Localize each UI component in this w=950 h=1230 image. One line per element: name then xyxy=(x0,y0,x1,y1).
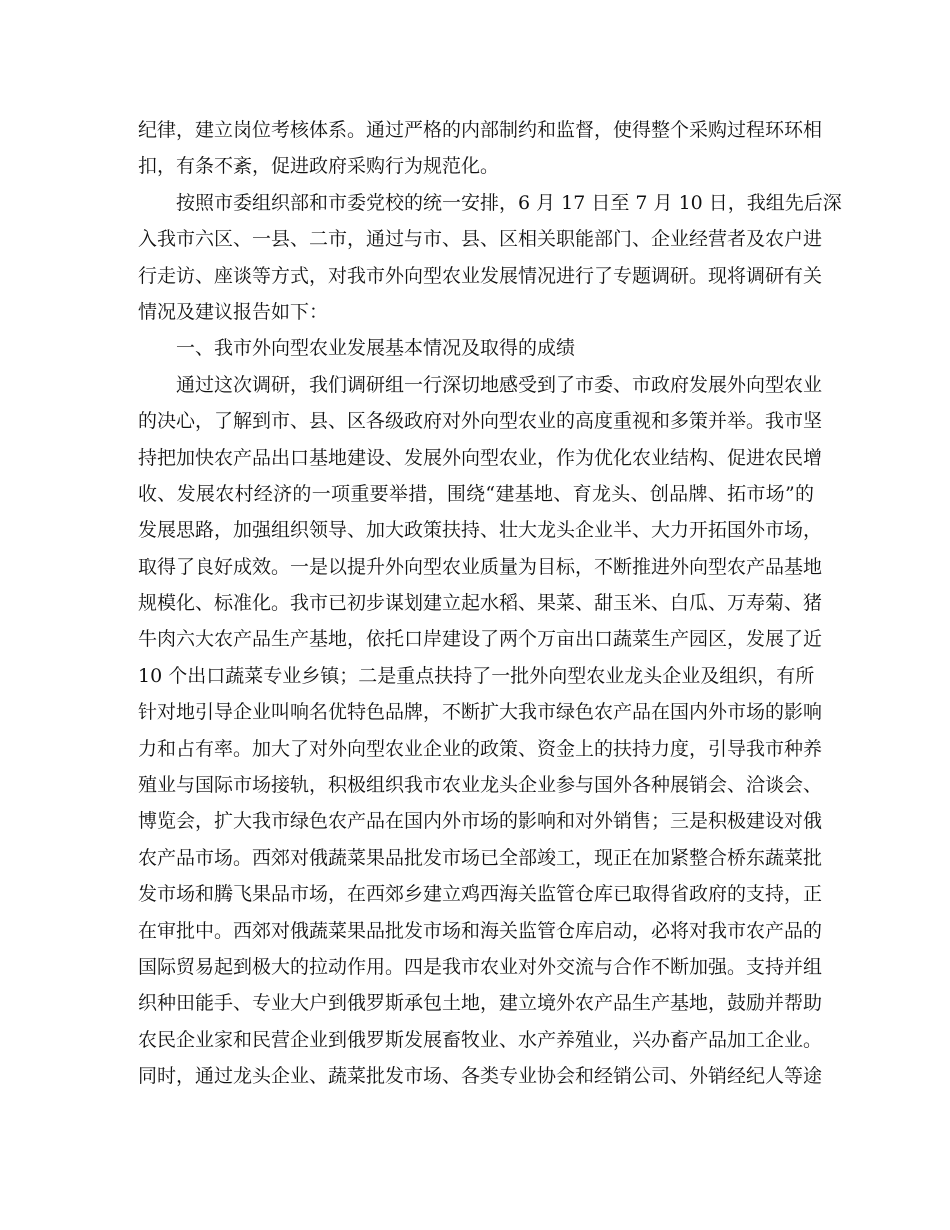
text-line: 情况及建议报告如下： xyxy=(138,300,329,323)
text-line: 规模化、标准化。我市已初步谋划建立起水稻、果菜、甜玉米、白瓜、万寿菊、猪 xyxy=(138,592,823,615)
text-line: 行走访、座谈等方式，对我市外向型农业发展情况进行了专题调研。现将调研有关 xyxy=(138,264,823,287)
text-line: 10 个出口蔬菜专业乡镇；二是重点扶持了一批外向型农业龙头企业及组织，有所 xyxy=(138,664,815,687)
text-line: 的决心，了解到市、县、区各级政府对外向型农业的高度重视和多策并举。我市坚 xyxy=(138,410,823,433)
text-line: 取得了良好成效。一是以提升外向型农业质量为目标，不断推进外向型农产品基地 xyxy=(138,555,823,578)
text-line: 牛肉六大农产品生产基地，依托口岸建设了两个万亩出口蔬菜生产园区，发展了近 xyxy=(138,628,823,651)
text-line: 入我市六区、一县、二市，通过与市、县、区相关职能部门、企业经营者及农户进 xyxy=(138,228,823,251)
text-line: 同时，通过龙头企业、蔬菜批发市场、各类专业协会和经销公司、外销经纪人等途 xyxy=(138,1065,823,1088)
text-line: 农民企业家和民营企业到俄罗斯发展畜牧业、水产养殖业，兴办畜产品加工企业。 xyxy=(138,1028,823,1051)
text-line: 扣，有条不紊，促进政府采购行为规范化。 xyxy=(138,155,500,178)
text-line: 发市场和腾飞果品市场，在西郊乡建立鸡西海关监管仓库已取得省政府的支持，正 xyxy=(138,883,823,906)
text-line: 在审批中。西郊对俄蔬菜果品批发市场和海关监管仓库启动，必将对我市农产品的 xyxy=(138,919,823,942)
text-line: 发展思路，加强组织领导、加大政策扶持、壮大龙头企业半、大力开拓国外市场， xyxy=(138,519,823,542)
text-line: 力和占有率。加大了对外向型农业企业的政策、资金上的扶持力度，引导我市种养 xyxy=(138,737,823,760)
document-body xyxy=(138,112,842,1095)
text-line: 博览会，扩大我市绿色农产品在国内外市场的影响和对外销售；三是积极建设对俄 xyxy=(138,810,823,833)
text-line: 殖业与国际市场接轨，积极组织我市农业龙头企业参与国外各种展销会、洽谈会、 xyxy=(138,774,823,797)
text-line: 持把加快农产品出口基地建设、发展外向型农业，作为优化农业结构、促进农民增 xyxy=(138,446,823,469)
text-line: 织种田能手、专业大户到俄罗斯承包土地，建立境外农产品生产基地，鼓励并帮助 xyxy=(138,992,823,1015)
paragraph-first-line: 通过这次调研，我们调研组一行深切地感受到了市委、市政府发展外向型农业 xyxy=(176,373,823,396)
paragraph-first-line: 按照市委组织部和市委党校的统一安排，6 月 17 日至 7 月 10 日，我组先后深 xyxy=(176,191,842,214)
text-line: 收、发展农村经济的一项重要举措，围绕“建基地、育龙头、创品牌、拓市场”的 xyxy=(138,482,814,505)
text-line: 国际贸易起到极大的拉动作用。四是我市农业对外交流与合作不断加强。支持并组 xyxy=(138,955,823,978)
text-line: 纪律，建立岗位考核体系。通过严格的内部制约和监督，使得整个采购过程环环相 xyxy=(138,119,823,141)
text-line: 针对地引导企业叫响名优特色品牌，不断扩大我市绿色农产品在国内外市场的影响 xyxy=(138,701,823,724)
section-heading: 一、我市外向型农业发展基本情况及取得的成绩 xyxy=(176,337,576,360)
text-line: 农产品市场。西郊对俄蔬菜果品批发市场已全部竣工，现正在加紧整合桥东蔬菜批 xyxy=(138,846,823,869)
